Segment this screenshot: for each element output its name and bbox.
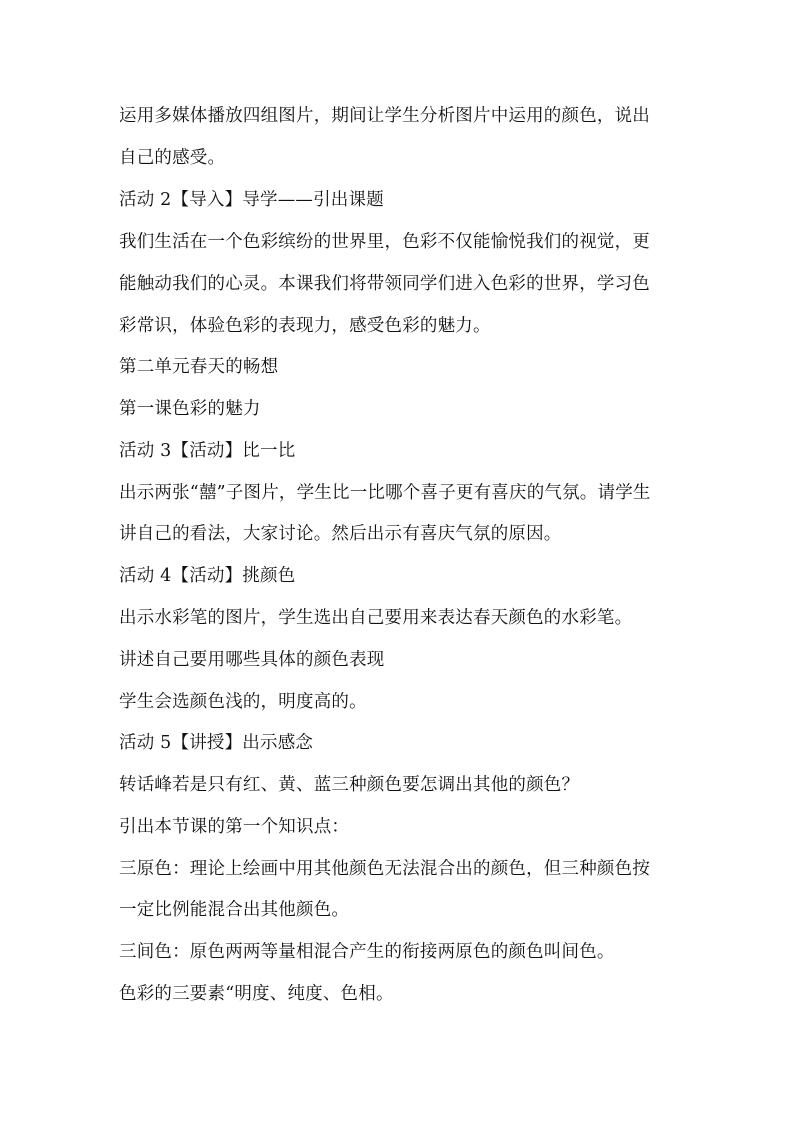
activity-4-heading: 活动 4【活动】挑颜色 — [119, 566, 296, 586]
activity-5-heading: 活动 5【讲授】出示感念 — [119, 733, 314, 753]
activity-2-heading: 活动 2【导入】导学——引出课题 — [119, 190, 384, 210]
paragraph-line-22: 色彩的三要素“明度、纯度、色相。 — [119, 984, 394, 1004]
paragraph-line-18: 引出本节课的第一个知识点： — [119, 817, 350, 837]
paragraph-line-5: 能触动我们的心灵。本课我们将带领同学们进入色彩的世界，学习色 — [119, 274, 650, 294]
paragraph-line-20: 一定比例能混合出其他颜色。 — [119, 900, 350, 920]
unit-title: 第二单元春天的畅想 — [119, 357, 279, 377]
paragraph-line-1: 运用多媒体播放四组图片，期间让学生分析图片中运用的颜色，说出 — [119, 106, 650, 126]
paragraph-line-19: 三原色：理论上绘画中用其他颜色无法混合出的颜色，但三种颜色按 — [119, 859, 650, 879]
activity-3-heading: 活动 3【活动】比一比 — [119, 441, 296, 461]
paragraph-line-6: 彩常识，体验色彩的表现力，感受色彩的魅力。 — [119, 316, 491, 336]
paragraph-line-2: 自己的感受。 — [119, 148, 226, 168]
paragraph-line-10: 出示两张“囍”子图片，学生比一比哪个喜子更有喜庆的气氛。请学生 — [119, 483, 651, 503]
lesson-title: 第一课色彩的魅力 — [119, 399, 261, 419]
paragraph-line-13: 出示水彩笔的图片，学生选出自己要用来表达春天颜色的水彩笔。 — [119, 608, 633, 628]
paragraph-line-15: 学生会选颜色浅的，明度高的。 — [119, 692, 367, 712]
paragraph-line-21: 三间色：原色两两等量相混合产生的衔接两原色的颜色叫间色。 — [119, 942, 615, 962]
paragraph-line-17: 转话峰若是只有红、黄、蓝三种颜色要怎调出其他的颜色？ — [119, 775, 580, 795]
paragraph-line-14: 讲述自己要用哪些具体的颜色表现 — [119, 650, 385, 670]
paragraph-line-4: 我们生活在一个色彩缤纷的世界里，色彩不仅能愉悦我们的视觉，更 — [119, 232, 650, 252]
paragraph-line-11: 讲自己的看法，大家讨论。然后出示有喜庆气氛的原因。 — [119, 524, 562, 544]
